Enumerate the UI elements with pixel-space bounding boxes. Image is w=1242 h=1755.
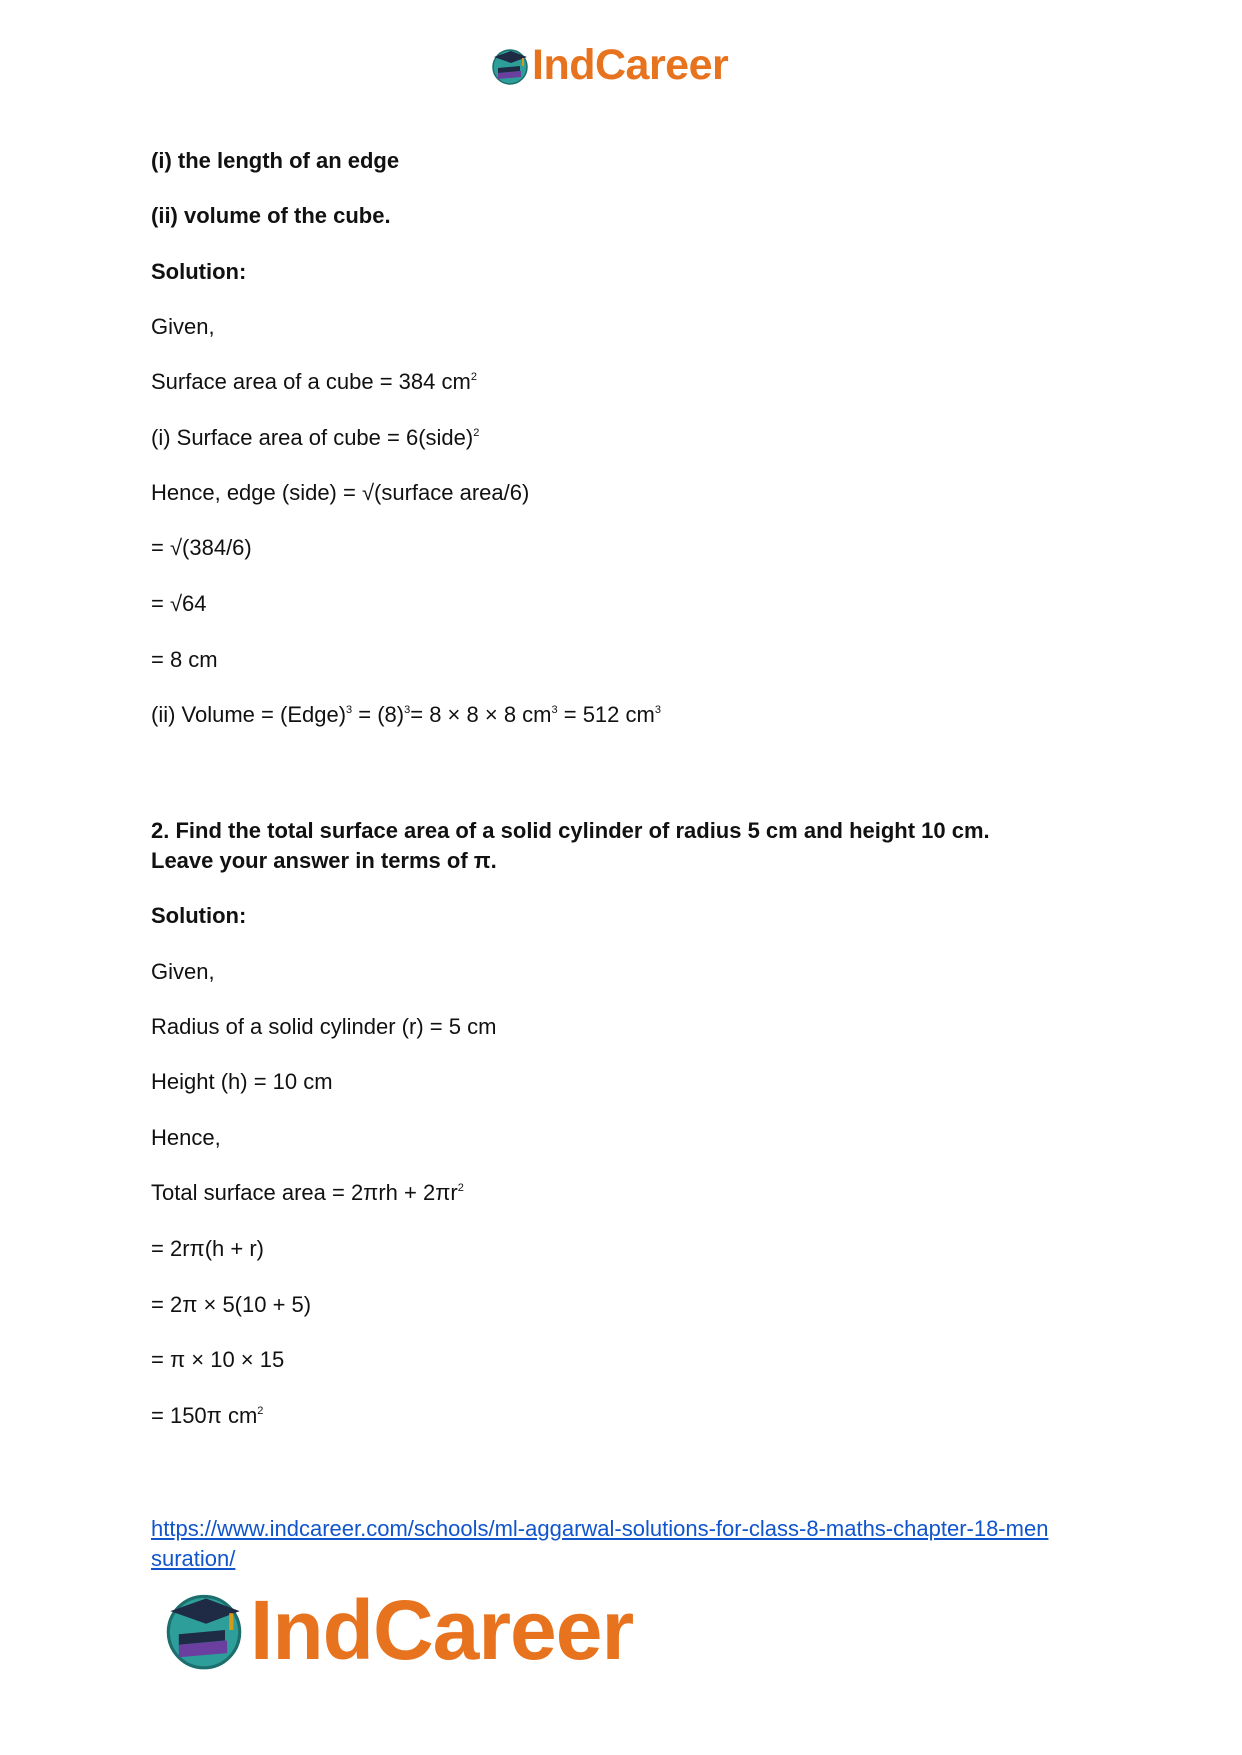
edge-step-2: = √64 xyxy=(151,591,207,616)
tsa-result: = 150π $cm^2$ xyxy=(151,1403,264,1428)
tsa-step-2: = 2π × 5(10 + 5) xyxy=(151,1292,312,1317)
volume-calculation: (ii) Volume = (Edge)$^3$ = $(8)^3= 8 \times 8 \times 8$ $cm^3 = 512$ $cm^3$ xyxy=(151,702,661,727)
edge-step-3: = 8 cm xyxy=(151,647,218,672)
source-link[interactable] xyxy=(151,1514,1111,1574)
given-label-2: Given, xyxy=(151,959,215,984)
solution-label-2: Solution: xyxy=(151,903,247,928)
solution-label-1: Solution: xyxy=(151,259,247,284)
height-given: Height (h) = 10 cm xyxy=(151,1069,333,1094)
hence-label: Hence, xyxy=(151,1125,221,1150)
edge-formula: Hence, edge (side) = √(surface area/6) xyxy=(151,480,530,505)
header-brand-text: IndCareer xyxy=(532,41,729,89)
edge-step-1: = √(384/6) xyxy=(151,535,252,560)
given-label-1: Given, xyxy=(151,314,215,339)
graduation-book-icon xyxy=(490,46,530,86)
tsa-formula: Total surface area = $2\pi rh + 2\pi r^2$ xyxy=(151,1180,464,1205)
tsa-step-3: = π × 10 × 15 xyxy=(151,1347,285,1372)
surface-area-given: Surface area of a cube = 384 $cm^2$ xyxy=(151,369,477,394)
surface-area-formula: (i) Surface area of cube = 6(side)$^2$ xyxy=(151,425,480,450)
question-part-i: (i) the length of an edge xyxy=(151,148,400,173)
tsa-step-1: = 2rπ(h + r) xyxy=(151,1236,264,1261)
header-logo xyxy=(490,41,729,89)
footer-brand-text: IndCareer xyxy=(250,1583,634,1677)
graduation-book-icon xyxy=(162,1588,246,1672)
footer-logo xyxy=(162,1583,634,1677)
radius-given: Radius of a solid cylinder (r) = 5 cm xyxy=(151,1014,497,1039)
source-link-line-2: suration/ xyxy=(151,1546,236,1571)
source-link-line-1: https://www.indcareer.com/schools/ml-aggarwal-solutions-for-class-8-maths-chapter-18-men xyxy=(151,1516,1049,1541)
question-2-line-2: Leave your answer in terms of π. xyxy=(151,848,497,873)
question-2-line-1: 2. Find the total surface area of a solid cylinder of radius 5 cm and height 10 cm. xyxy=(151,818,990,843)
question-part-ii: (ii) volume of the cube. xyxy=(151,203,391,228)
